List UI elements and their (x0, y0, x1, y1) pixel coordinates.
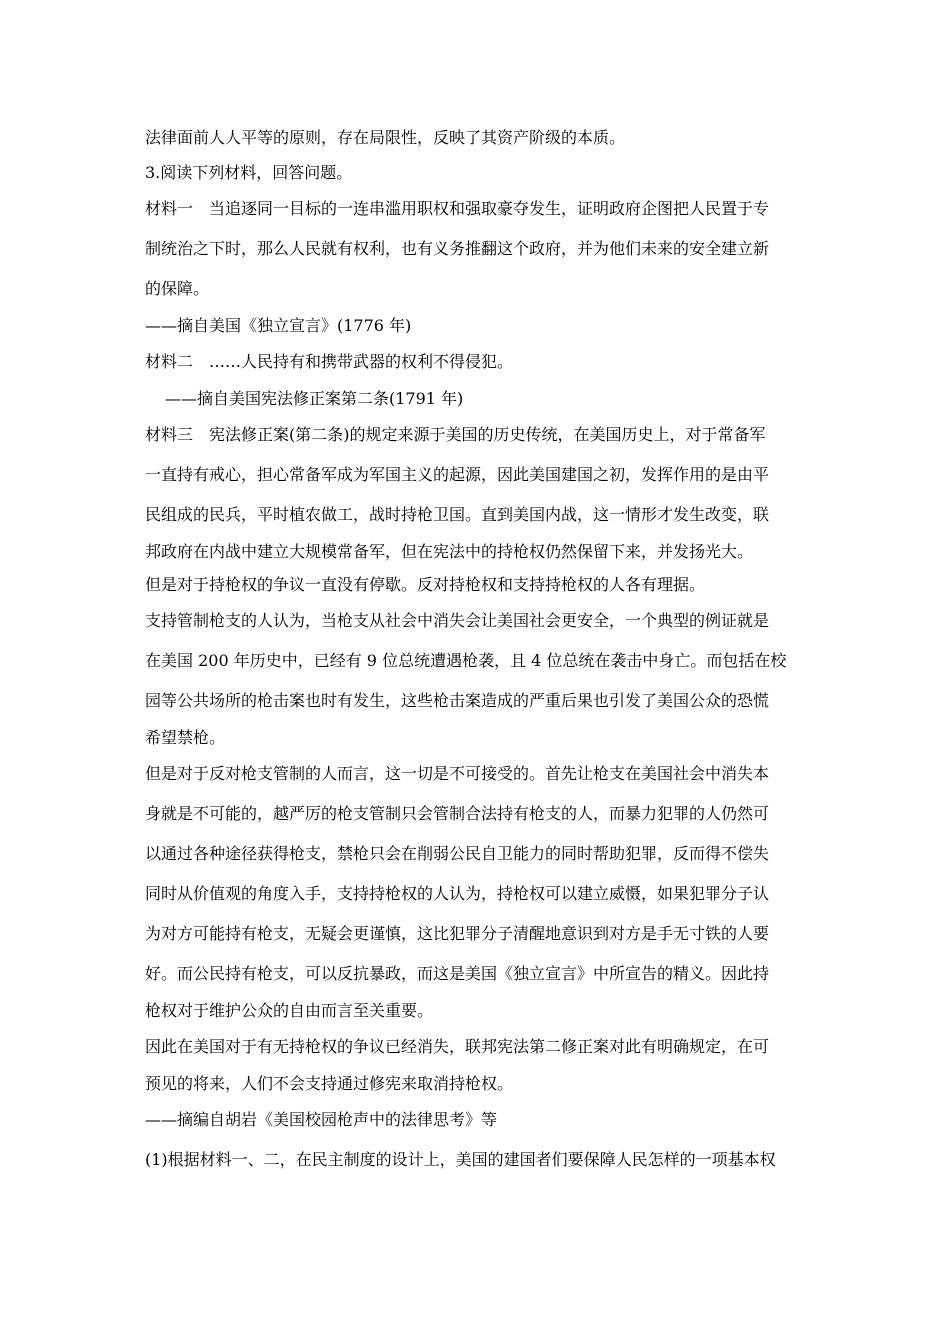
text-line: 枪权对于维护公众的自由而言至关重要。 (145, 1001, 434, 1020)
material-one-line: 的保障。 (145, 279, 210, 298)
text-line: 预见的将来，人们不会支持通过修宪来取消持枪权。 (145, 1074, 514, 1093)
text-line: 但是对于持枪权的争议一直没有停歇。反对持枪权和支持持枪权的人各有理据。 (145, 575, 706, 594)
material-three-line: 材料三 宪法修正案(第二条)的规定来源于美国的历史传统，在美国历史上，对于常备军 (145, 425, 766, 444)
text-line: 支持管制枪支的人认为，当枪支从社会中消失会让美国社会更安全，一个典型的例证就是 (145, 611, 770, 630)
text-line: 因此在美国对于有无持枪权的争议已经消失，联邦宪法第二修正案对此有明确规定，在可 (145, 1037, 770, 1056)
material-three-line: 邦政府在内战中建立大规模常备军，但在宪法中的持枪权仍然保留下来，并发扬光大。 (145, 542, 754, 561)
material-one-line: 制统治之下时，那么人民就有权利，也有义务推翻这个政府，并为他们未来的安全建立新 (145, 239, 770, 258)
citation-line: ——摘编自胡岩《美国校园枪声中的法律思考》等 (145, 1110, 498, 1129)
material-three-line: 民组成的民兵，平时植农做工，战时持枪卫国。直到美国内战，这一情形才发生改变，联 (145, 505, 770, 524)
text-line: 但是对于反对枪支管制的人而言，这一切是不可接受的。首先让枪支在美国社会中消失本 (145, 764, 770, 783)
citation-line: ——摘自美国宪法修正案第二条(1791 年) (165, 389, 464, 408)
text-line: 身就是不可能的，越严厉的枪支管制只会管制合法持有枪支的人，而暴力犯罪的人仍然可 (145, 804, 770, 823)
text-line: 为对方可能持有枪支，无疑会更谨慎，这比犯罪分子清醒地意识到对方是手无寸铁的人要 (145, 924, 770, 943)
citation-line: ——摘自美国《独立宣言》(1776 年) (145, 316, 412, 335)
text-line: 好。而公民持有枪支，可以反抗暴政，而这是美国《独立宣言》中所宣告的精义。因此持 (145, 964, 770, 983)
text-line: 以通过各种途径获得枪支，禁枪只会在削弱公民自卫能力的同时帮助犯罪，反而得不偿失 (145, 844, 770, 863)
material-one-line: 材料一 当追逐同一目标的一连串滥用职权和强取豪夺发生，证明政府企图把人民置于专 (145, 199, 770, 218)
document-page (145, 120, 810, 1180)
text-line: 法律面前人人平等的原则，存在局限性，反映了其资产阶级的本质。 (145, 128, 626, 147)
material-two-line: 材料二 ……人民持有和携带武器的权利不得侵犯。 (145, 352, 514, 371)
text-line: 同时从价值观的角度入手，支持持枪权的人认为，持枪权可以建立威慑，如果犯罪分子认 (145, 884, 770, 903)
question-heading: 3.阅读下列材料，回答问题。 (145, 163, 353, 182)
text-line: 在美国 200 年历史中，已经有 9 位总统遭遇枪袭，且 4 位总统在袭击中身亡。而包括在校 (145, 651, 787, 670)
text-line: 园等公共场所的枪击案也时有发生，这些枪击案造成的严重后果也引发了美国公众的恐慌 (145, 691, 770, 710)
question-line: (1)根据材料一、二，在民主制度的设计上，美国的建国者们要保障人民怎样的一项基本权 (145, 1150, 776, 1169)
text-line: 希望禁枪。 (145, 728, 226, 747)
material-three-line: 一直持有戒心，担心常备军成为军国主义的起源，因此美国建国之初，发挥作用的是由平 (145, 465, 770, 484)
